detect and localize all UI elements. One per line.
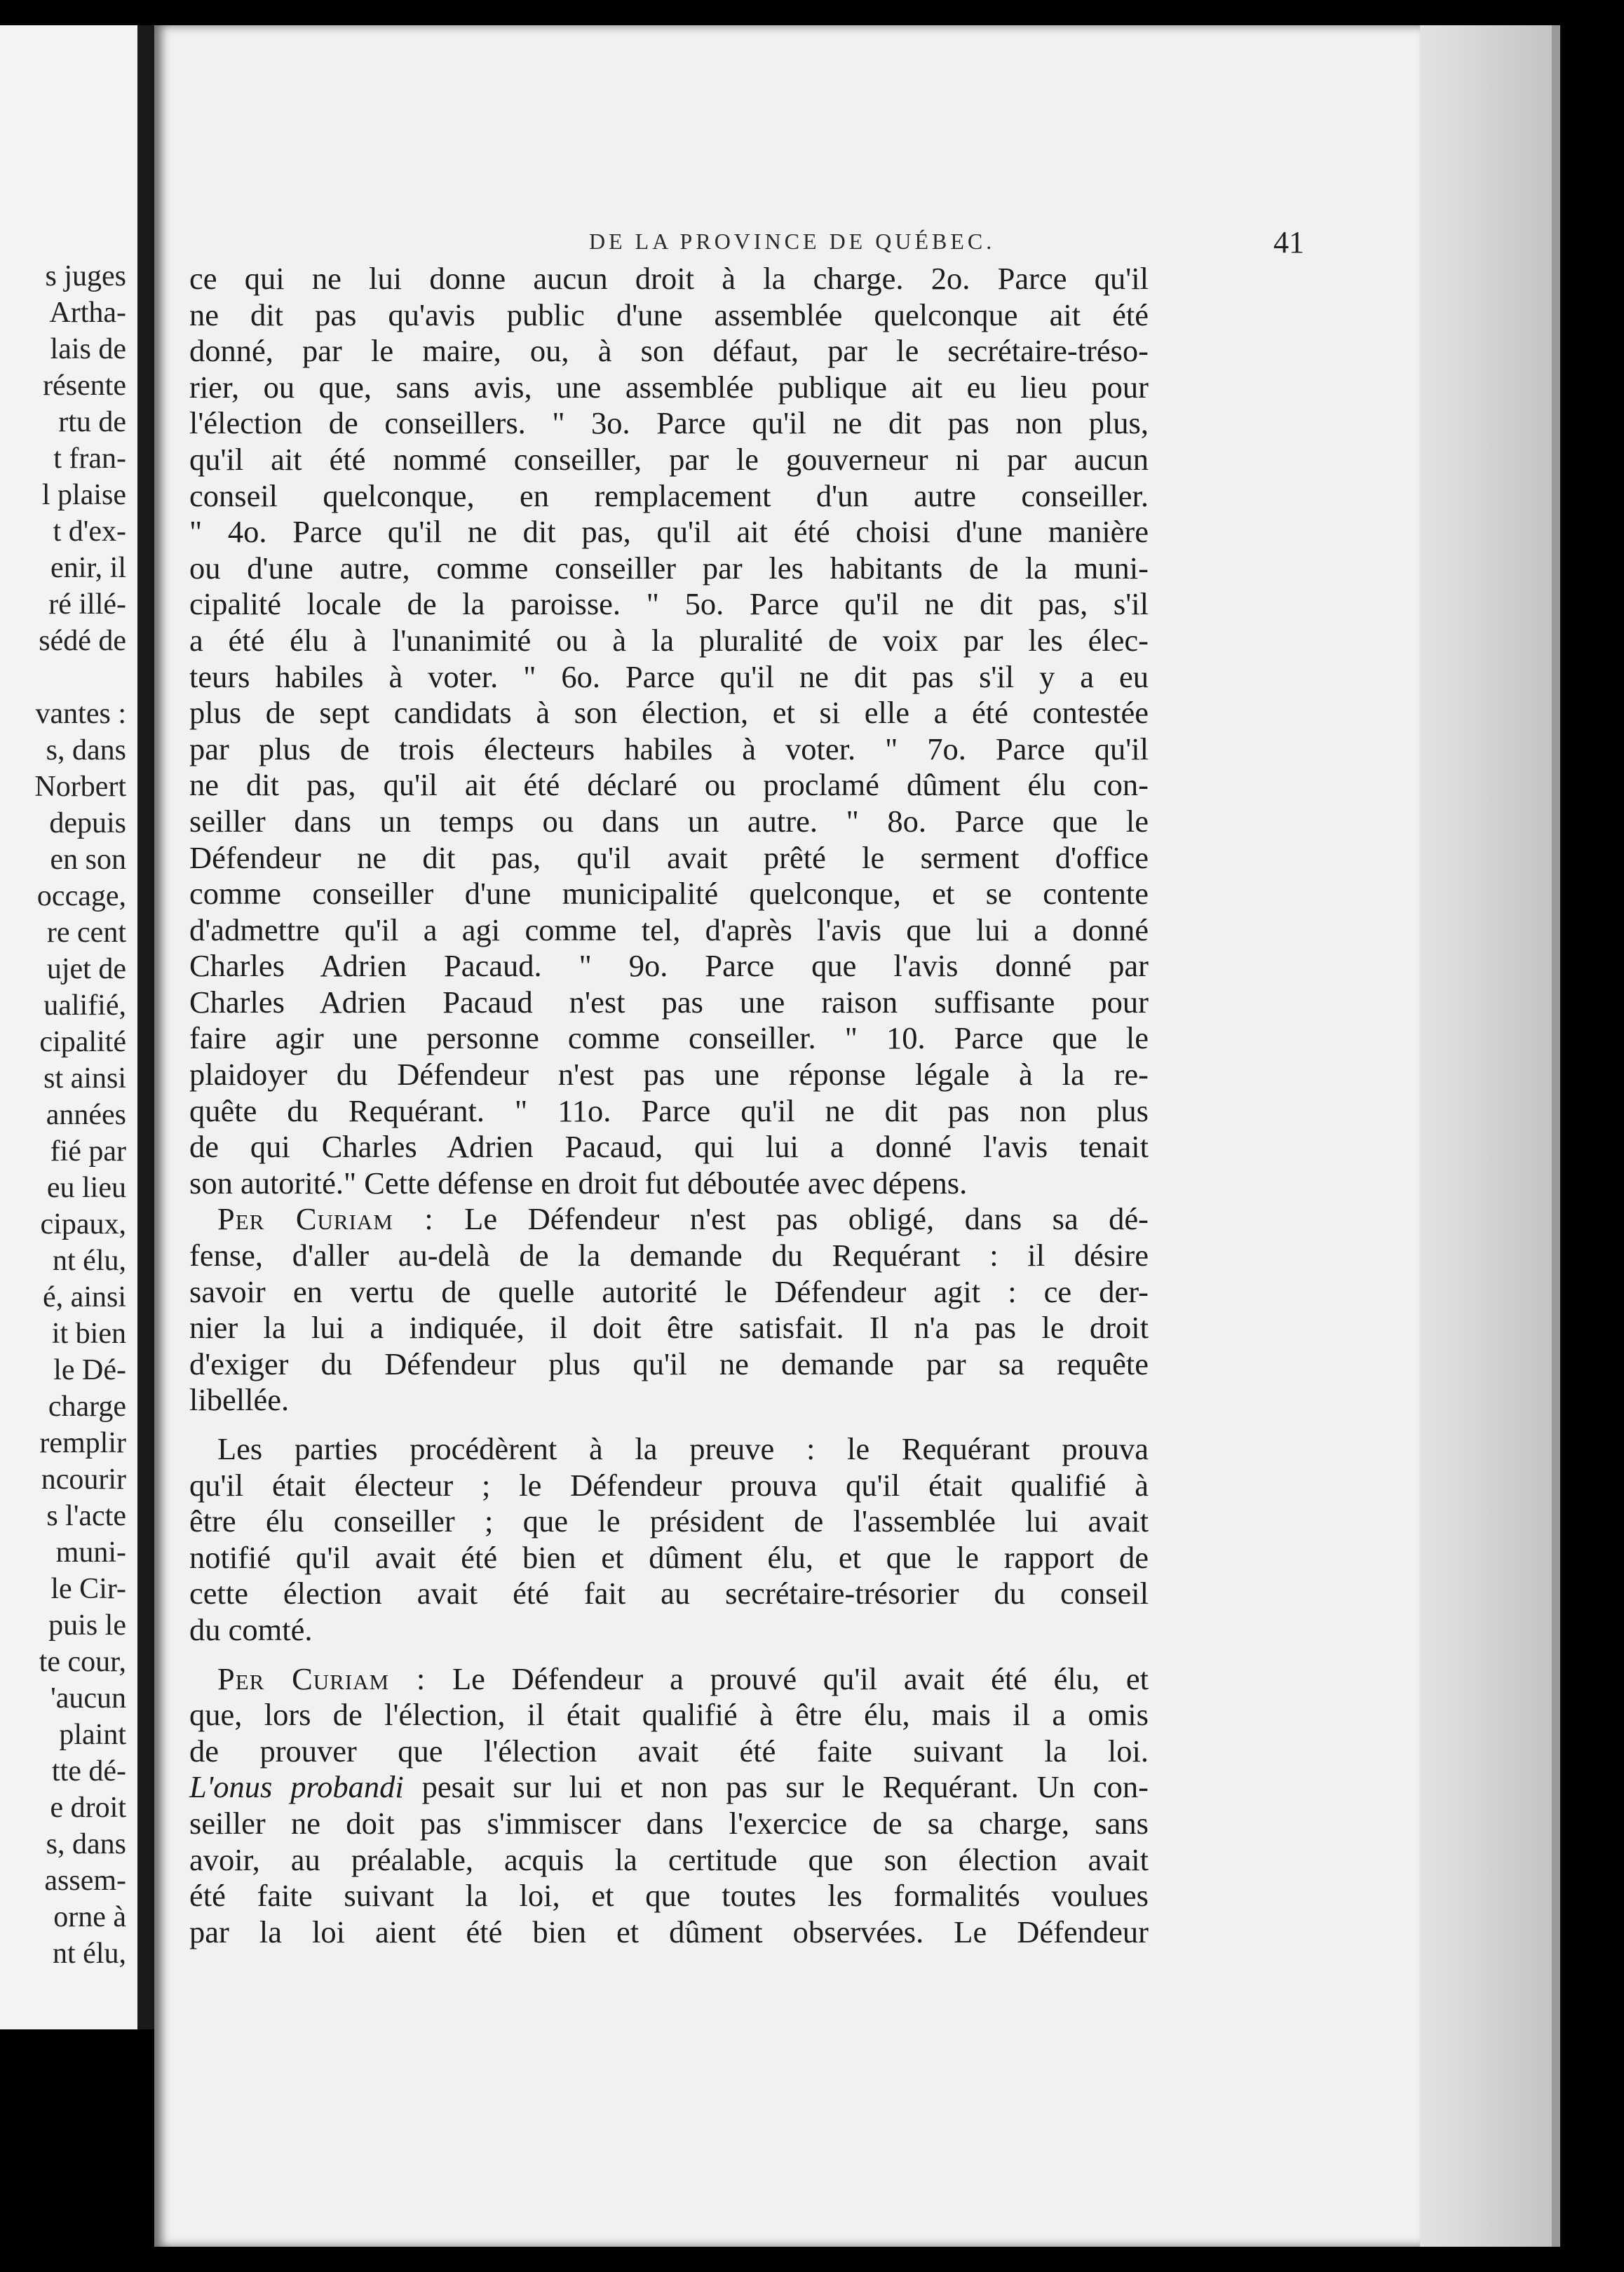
left-page-text-fragment: 'aucun	[50, 1682, 126, 1715]
left-page-text-fragment: muni-	[55, 1536, 126, 1569]
left-page-text-fragment: te cour,	[39, 1646, 126, 1678]
text-line: qu'il ait été nommé conseiller, par le gouverneur ni par aucun	[189, 441, 1149, 477]
text-line: Charles Adrien Pacaud. " 9o. Parce que l'avis donné par	[189, 948, 1149, 984]
left-page-text-fragment: ujet de	[46, 953, 126, 985]
paragraph-per-curiam-2b	[189, 1806, 1149, 1950]
left-page-text-fragment: plaint	[59, 1719, 126, 1751]
text-line: l'élection de conseillers. " 3o. Parce qu'il ne dit pas non plus,	[189, 405, 1149, 441]
per-curiam-line-2	[189, 1661, 1149, 1698]
text-line-italic	[189, 1769, 1149, 1806]
text-line: savoir en vertu de quelle autorité le Défendeur agit : ce der-	[189, 1273, 1149, 1309]
text-line: été faite suivant la loi, et que toutes les formalités voulues	[189, 1878, 1149, 1914]
text-line: de prouver que l'élection avait été faite suivant la loi.	[189, 1733, 1149, 1769]
left-page-text-fragment: é, ainsi	[43, 1281, 126, 1313]
left-page-text-fragment: le Cir-	[50, 1573, 126, 1605]
text-line: donné, par le maire, ou, à son défaut, par le secrétaire-tréso-	[189, 333, 1149, 369]
italic-phrase: L'onus probandi	[189, 1769, 404, 1805]
text-line: comme conseiller d'une municipalité quelconque, et se contente	[189, 876, 1149, 912]
text-line: conseil quelconque, en remplacement d'un autre conseiller.	[189, 478, 1149, 513]
left-page-text-fragment: it bien	[51, 1318, 126, 1350]
text-line: plaidoyer du Défendeur n'est pas une réponse légale à la re-	[189, 1057, 1149, 1093]
paragraph-objections	[189, 261, 1149, 1201]
text-line: fense, d'aller au-delà de la demande du Requérant : il désire	[189, 1238, 1149, 1273]
left-page-text-fragment: remplir	[39, 1427, 126, 1459]
paragraph-per-curiam-1	[189, 1238, 1149, 1419]
text-line: par plus de trois électeurs habiles à voter. " 7o. Parce qu'il	[189, 731, 1149, 766]
text-line: pesait sur lui et non pas sur le Requérant. Un con-	[421, 1769, 1149, 1805]
text-line: ne dit pas qu'avis public d'une assemblée quelconque ait été	[189, 297, 1149, 332]
paragraph-evidence	[189, 1431, 1149, 1649]
left-page-text-fragment: charge	[48, 1391, 126, 1423]
text-line: du comté.	[189, 1611, 313, 1647]
paragraph-per-curiam-2a	[189, 1697, 1149, 1769]
text-line: ce qui ne lui donne aucun droit à la charge. 2o. Parce qu'il	[189, 261, 1149, 296]
text-line: seiller ne doit pas s'immiscer dans l'exercice de sa charge, sans	[189, 1805, 1149, 1841]
text-line: que, lors de l'élection, il était qualifié à être élu, mais il a omis	[189, 1697, 1149, 1733]
text-line: d'exiger du Défendeur plus qu'il ne demande par sa requête	[189, 1346, 1149, 1381]
text-line: être élu conseiller ; que le président de l'assemblée lui avait	[189, 1503, 1149, 1539]
left-page-text-fragment: rtu de	[58, 406, 126, 438]
text-line: qu'il était électeur ; le Défendeur prouva qu'il était qualifié à	[189, 1467, 1149, 1503]
left-page-text-fragment: sédé de	[39, 625, 126, 657]
text-line: Le Défendeur n'est pas obligé, dans sa dé-	[464, 1201, 1149, 1237]
per-curiam-label-2: Per Curiam :	[217, 1661, 426, 1696]
book-gutter	[137, 25, 154, 2029]
text-line: ou d'une autre, comme conseiller par les habitants de la muni-	[189, 550, 1149, 586]
text-line: rier, ou que, sans avis, une assemblée publique ait eu lieu pour	[189, 369, 1149, 405]
body-text	[189, 261, 1149, 1950]
text-line: de qui Charles Adrien Pacaud, qui lui a donné l'avis tenait	[189, 1129, 1149, 1165]
left-page-text-fragment: Norbert	[34, 771, 126, 803]
left-page-text-fragment: s juges	[45, 260, 126, 292]
text-line: cipalité locale de la paroisse. " 5o. Parce qu'il ne dit pas, s'il	[189, 586, 1149, 622]
left-page-text-fragment: ncourir	[41, 1463, 126, 1496]
text-line: Le Défendeur a prouvé qu'il avait été élu, et	[452, 1661, 1149, 1696]
left-page-text-fragment: occage,	[36, 880, 126, 912]
left-page-text-fragment: t fran-	[53, 442, 126, 475]
text-line: ne dit pas, qu'il ait été déclaré ou proclamé dûment élu con-	[189, 767, 1149, 803]
left-page-text-fragment: résente	[43, 370, 126, 402]
text-line: libellée.	[189, 1382, 290, 1418]
left-page-text-fragment: eu lieu	[46, 1172, 126, 1204]
per-curiam-label: Per Curiam :	[217, 1201, 434, 1237]
left-page-text-fragment: e droit	[50, 1792, 126, 1824]
text-line: " 4o. Parce qu'il ne dit pas, qu'il ait été choisi d'une manière	[189, 514, 1149, 550]
left-page-text-fragment: puis le	[48, 1609, 126, 1642]
text-line: seiller dans un temps ou dans un autre. " 8o. Parce que le	[189, 803, 1149, 839]
text-line: faire agir une personne comme conseiller. " 10. Parce que le	[189, 1020, 1149, 1056]
text-line: avoir, au préalable, acquis la certitude que son élection avait	[189, 1841, 1149, 1877]
left-page-text-fragment: s l'acte	[46, 1500, 126, 1532]
text-line: cette élection avait été fait au secrétaire-trésorier du conseil	[189, 1576, 1149, 1611]
text-line: Charles Adrien Pacaud n'est pas une raison suffisante pour	[189, 984, 1149, 1020]
left-page-text-fragment: vantes :	[35, 698, 126, 730]
left-page-text-fragment: ualifié,	[43, 989, 126, 1022]
text-line: plus de sept candidats à son élection, et si elle a été contestée	[189, 695, 1149, 731]
left-page-text-fragment: Artha-	[49, 297, 126, 329]
left-page-text-fragment: t d'ex-	[53, 515, 126, 548]
text-line: quête du Requérant. " 11o. Parce qu'il ne dit pas non plus	[189, 1093, 1149, 1128]
left-page-text-fragment: en son	[50, 844, 126, 876]
page-stack-edge	[1420, 25, 1560, 2247]
left-page-text-fragment: re cent	[46, 917, 126, 949]
left-page-text-fragment: cipalité	[39, 1026, 126, 1058]
left-page-text-fragment: ré illé-	[48, 588, 126, 621]
text-line: Les parties procédèrent à la preuve : le Requérant prouva	[217, 1431, 1149, 1466]
text-line: son autorité." Cette défense en droit fut déboutée avec dépens.	[189, 1165, 968, 1201]
text-line: Défendeur ne dit pas, qu'il avait prêté le serment d'office	[189, 839, 1149, 875]
left-page-text-fragment: s, dans	[46, 734, 126, 766]
left-page-text-fragment: fié par	[50, 1135, 126, 1168]
left-page-text-fragment: enir, il	[50, 552, 126, 584]
text-line: notifié qu'il avait été bien et dûment élu, et que le rapport de	[189, 1539, 1149, 1575]
left-page-text-fragment: nt élu,	[53, 1245, 126, 1277]
left-page-text-fragment: années	[46, 1099, 126, 1131]
running-head: DE LA PROVINCE DE QUÉBEC.	[589, 229, 996, 254]
page-number: 41	[1273, 225, 1304, 259]
left-page-text-fragment: assem-	[44, 1865, 126, 1897]
text-line: a été élu à l'unanimité ou à la pluralité de voix par les élec-	[189, 622, 1149, 658]
per-curiam-line	[189, 1201, 1149, 1238]
text-line: teurs habiles à voter. " 6o. Parce qu'il ne dit pas s'il y a eu	[189, 658, 1149, 694]
left-page-text-fragment: st ainsi	[43, 1062, 126, 1095]
text-line: nier la lui a indiquée, il doit être satisfait. Il n'a pas le droit	[189, 1310, 1149, 1346]
left-page-text-fragment: s, dans	[46, 1828, 126, 1860]
text-line: d'admettre qu'il a agi comme tel, d'après l'avis que lui a donné	[189, 912, 1149, 947]
left-page-text-fragment: nt élu,	[53, 1938, 126, 1970]
left-page-text-fragment: tte dé-	[51, 1755, 126, 1787]
left-page-text-fragment: depuis	[49, 807, 126, 839]
left-facing-page	[0, 25, 137, 2029]
text-line: par la loi aient été bien et dûment observées. Le Défendeur	[189, 1914, 1149, 1949]
left-page-text-fragment: l plaise	[41, 479, 126, 511]
left-page-text-fragment: lais de	[50, 333, 126, 365]
left-page-text-fragment: cipaux,	[40, 1208, 126, 1240]
left-page-text-fragment: orne à	[53, 1901, 126, 1933]
left-page-text-fragment: le Dé-	[53, 1354, 126, 1386]
